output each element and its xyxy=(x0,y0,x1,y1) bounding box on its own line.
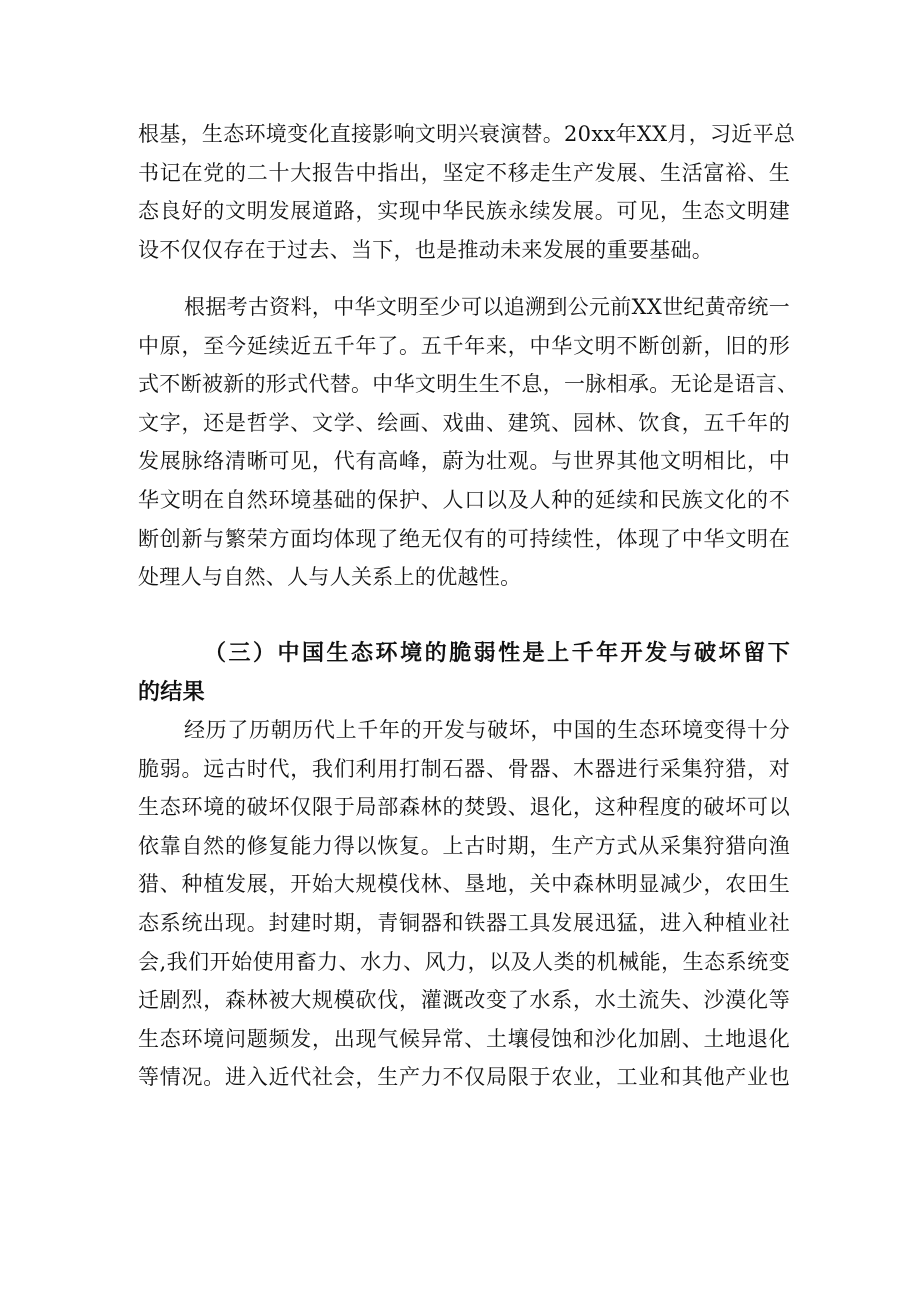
paragraph-line: 经历了历朝历代上千年的开发与破坏，中国的生态环境变得十分 xyxy=(184,718,790,742)
paragraph-line: 脆弱。远古时代，我们利用打制石器、骨器、木器进行采集狩猎，对 xyxy=(138,756,790,781)
paragraph-line: 根基，生态环境变化直接影响文明兴衰演替。20xx年XX月，习近平总 xyxy=(138,122,796,146)
section-heading xyxy=(138,634,790,711)
paragraph-line: 处理人与自然、人与人关系上的优越性。 xyxy=(138,565,522,590)
paragraph-1 xyxy=(138,115,796,269)
heading-line: （三）中国生态环境的脆弱性是上千年开发与破坏留下 xyxy=(204,640,790,666)
paragraph-line: 中原，至今延续近五千年了。五千年来，中华文明不断创新，旧的形 xyxy=(138,333,790,358)
paragraph-line: 生态环境问题频发，出现气候异常、土壤侵蚀和沙化加剧、土地退化 xyxy=(138,1026,790,1051)
paragraph-line: 迁剧烈，森林被大规模砍伐，灌溉改变了水系，水土流失、沙漠化等 xyxy=(138,988,790,1013)
paragraph-line: 生态环境的破坏仅限于局部森林的焚毁、退化，这种程度的破坏可以 xyxy=(138,795,790,820)
paragraph-line: 华文明在自然环境基础的保护、人口以及人种的延续和民族文化的不 xyxy=(138,487,790,512)
paragraph-2 xyxy=(138,288,799,597)
paragraph-line: 书记在党的二十大报告中指出，坚定不移走生产发展、生活富裕、生 xyxy=(138,160,790,185)
paragraph-line: 依靠自然的修复能力得以恢复。上古时期，生产方式从采集狩猎向渔 xyxy=(138,833,790,858)
paragraph-line: 发展脉络清晰可见，代有高峰，蔚为壮观。与世界其他文明相比，中 xyxy=(138,449,790,474)
paragraph-line: 根据考古资料，中华文明至少可以追溯到公元前XX世纪黄帝统一 xyxy=(184,295,790,319)
heading-line: 的结果 xyxy=(138,678,205,705)
paragraph-line: 态良好的文明发展道路，实现中华民族永续发展。可见，生态文明建 xyxy=(138,199,790,224)
paragraph-3 xyxy=(138,711,790,1097)
paragraph-line: 文字，还是哲学、文学、绘画、戏曲、建筑、园林、饮食，五千年的 xyxy=(138,410,790,435)
paragraph-line: 态系统出现。封建时期，青铜器和铁器工具发展迅猛，进入种植业社 xyxy=(138,910,790,935)
paragraph-line: 式不断被新的形式代替。中华文明生生不息，一脉相承。无论是语言、 xyxy=(138,372,799,397)
paragraph-line: 会,我们开始使用畜力、水力、风力，以及人类的机械能，生态系统变 xyxy=(138,949,790,974)
paragraph-line: 设不仅仅存在于过去、当下，也是推动未来发展的重要基础。 xyxy=(138,237,714,262)
paragraph-line: 猎、种植发展，开始大规模伐林、垦地，关中森林明显减少，农田生 xyxy=(138,872,790,897)
paragraph-line: 等情况。进入近代社会，生产力不仅局限于农业，工业和其他产业也 xyxy=(138,1065,790,1090)
paragraph-line: 断创新与繁荣方面均体现了绝无仅有的可持续性，体现了中华文明在 xyxy=(138,526,790,551)
